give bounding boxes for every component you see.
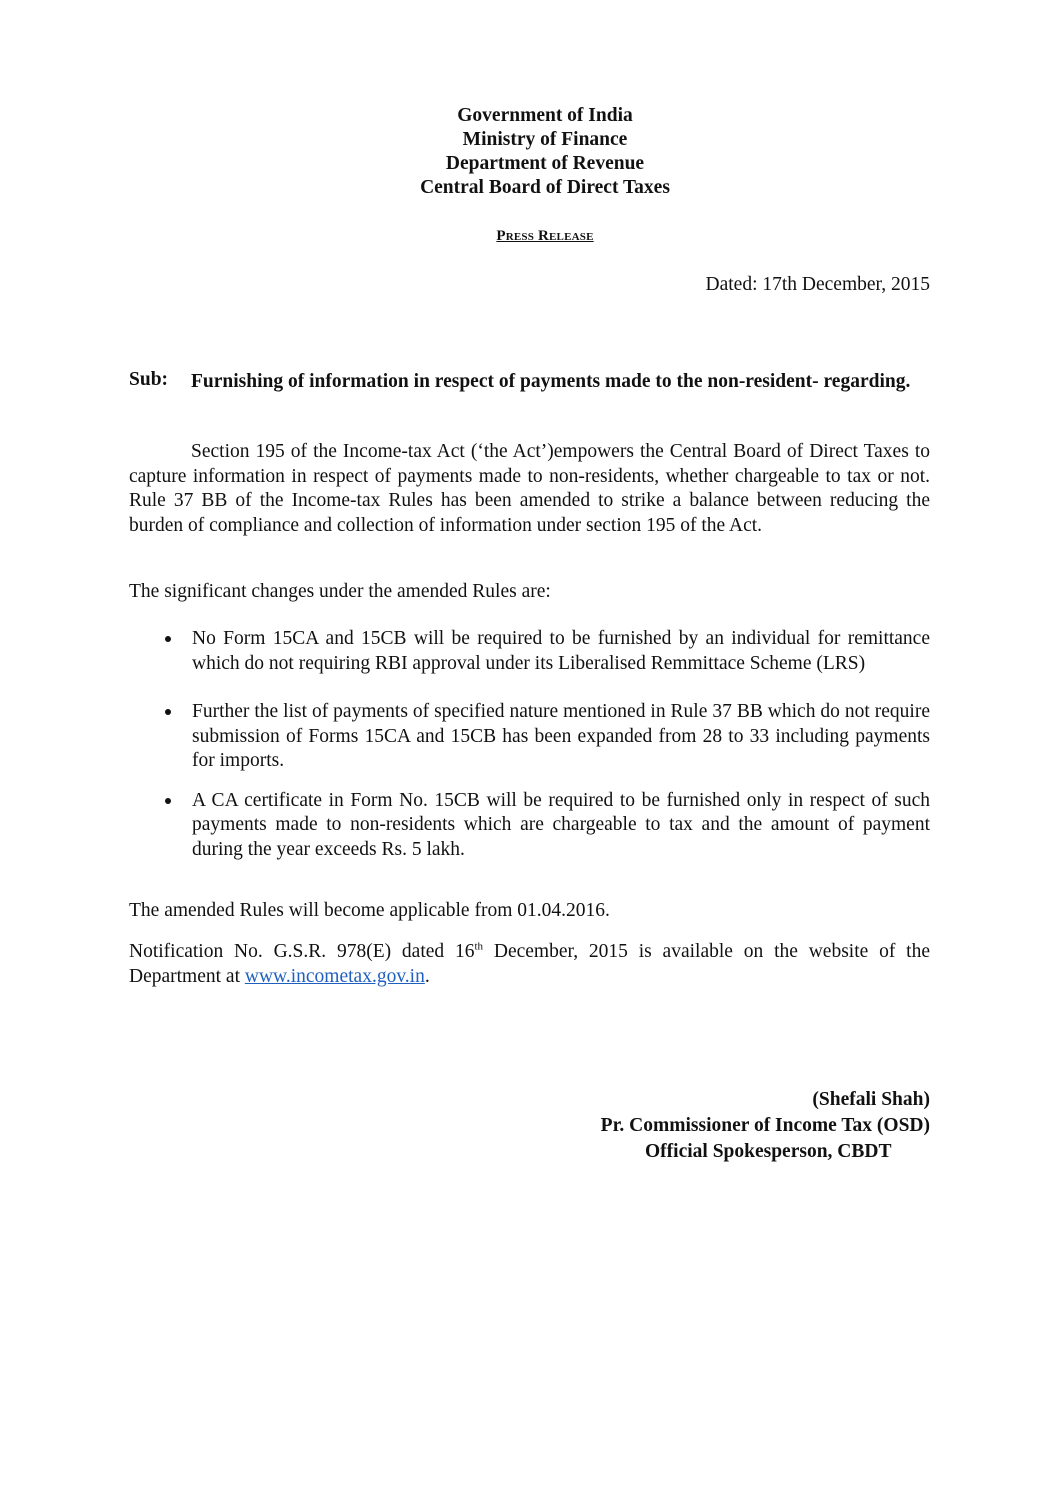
bullet-icon	[165, 709, 171, 715]
changes-list	[165, 627, 930, 862]
website-link[interactable]: www.incometax.gov.in	[244, 965, 425, 987]
signatory-name: (Shefali Shah)	[812, 1089, 930, 1110]
header-board: Central Board of Direct Taxes	[420, 177, 670, 198]
release-date: Dated: 17th December, 2015	[705, 274, 930, 295]
subject-text: Furnishing of information in respect of payments made to the non-resident- regarding.	[191, 371, 911, 392]
body-paragraph-changes-intro: The significant changes under the amended Rules are:	[129, 581, 551, 602]
bullet-icon	[165, 798, 171, 804]
list-item: Further the list of payments of specified nature mentioned in Rule 37 BB which do not require submission of Forms 15CA and 15CB has been expanded from 28 to 33 including payments for imports.	[165, 700, 930, 774]
list-item: A CA certificate in Form No. 15CB will be required to be furnished only in respect of such payments made to non-residents which are chargeable to tax and the amount of payment during the year exceeds Rs. 5 lakh.	[165, 789, 930, 863]
header-government: Government of India	[457, 105, 633, 126]
letterhead	[0, 104, 1058, 200]
subject-label: Sub:	[129, 369, 169, 390]
list-item: No Form 15CA and 15CB will be required to be furnished by an individual for remittance which do not requiring RBI approval under its Liberalised Remmittace Scheme (LRS)	[165, 627, 930, 676]
press-release-title: Press Release	[496, 228, 594, 244]
signatory-role: Official Spokesperson, CBDT	[645, 1141, 892, 1162]
ordinal-suffix: th	[474, 940, 484, 953]
body-paragraph-notification: Notification No. G.S.R. 978(E) dated 16th December, 2015 is available on the website of the Department at www.incometax.gov.in.	[129, 940, 930, 987]
header-ministry: Ministry of Finance	[462, 129, 628, 150]
body-paragraph-applicable: The amended Rules will become applicable from 01.04.2016.	[129, 900, 610, 921]
body-paragraph-intro: Section 195 of the Income-tax Act (‘the Act’)empowers the Central Board of Direct Taxes to capture information in respect of payments made to non-residents, whether chargeable to tax or not. Rule 37 BB of the Income-tax Rules has been amended to strike a balance between reducing the burden of compliance and collection of information under section 195 of the Act.	[129, 441, 930, 536]
bullet-icon	[165, 636, 171, 642]
signatory-title: Pr. Commissioner of Income Tax (OSD)	[600, 1115, 930, 1136]
header-department: Department of Revenue	[445, 153, 645, 174]
